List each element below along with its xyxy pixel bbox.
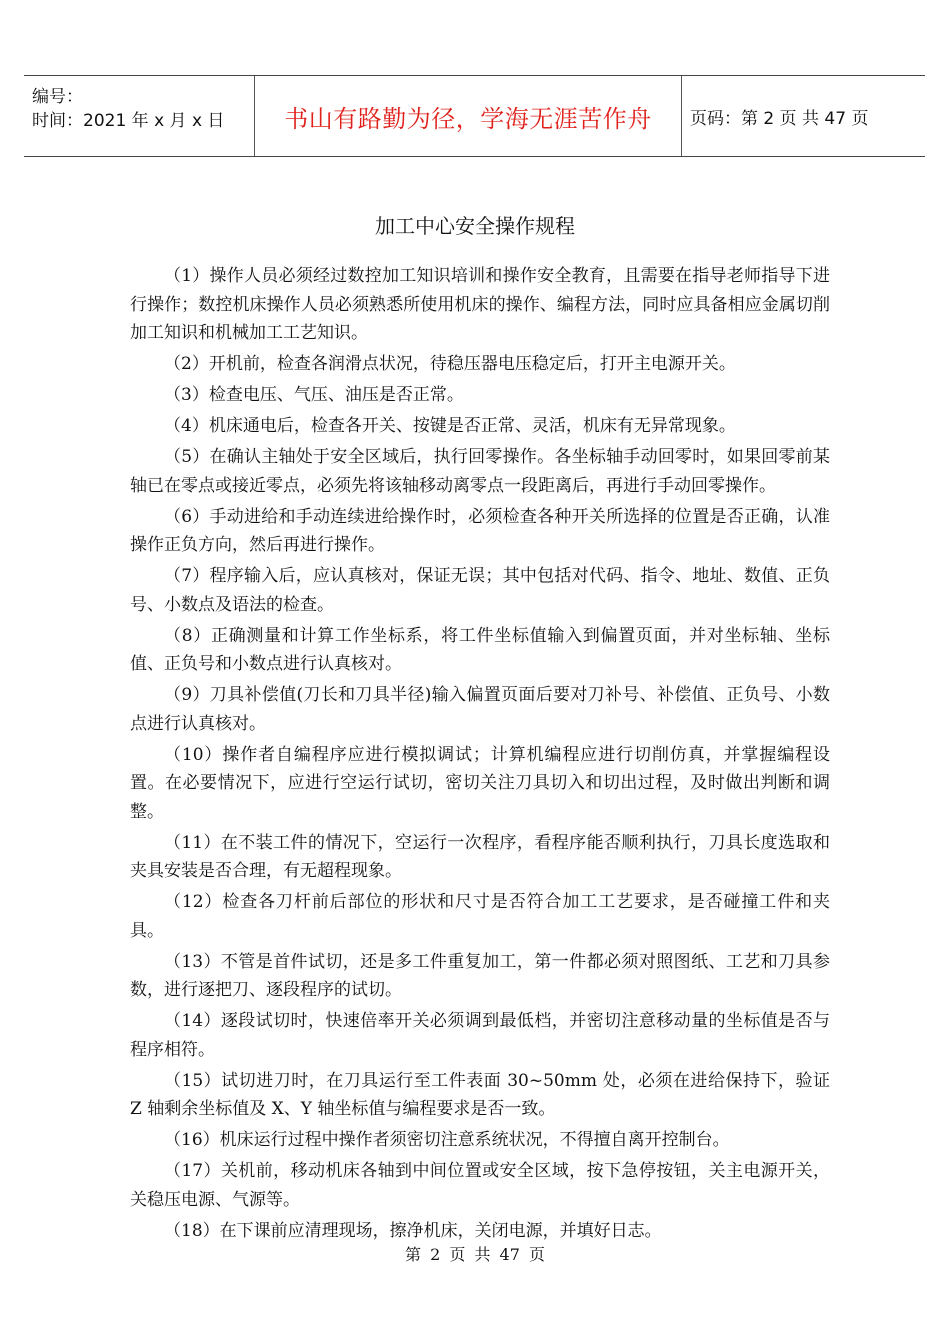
- header-motto: 书山有路勤为径，学海无涯苦作舟: [284, 104, 652, 133]
- rule-paragraph: （14）逐段试切时，快速倍率开关必须调到最低档，并密切注意移动量的坐标值是否与程序相符。: [130, 1011, 830, 1060]
- header-motto-cell: [254, 76, 682, 156]
- document-title: 加工中心安全操作规程: [375, 214, 575, 238]
- rule-paragraph: （5）在确认主轴处于安全区域后，执行回零操作。各坐标轴手动回零时，如果回零前某轴已在零点或接近零点，必须先将该轴移动离零点一段距离后，再进行手动回零操作。: [130, 447, 830, 496]
- document-date-label: 时间：2021 年 x 月 x 日: [32, 111, 225, 131]
- rule-paragraph: （15）试切进刀时，在刀具运行至工件表面 30~50mm 处，必须在进给保持下，验证 Z 轴剩余坐标值及 X、Y 轴坐标值与编程要求是否一致。: [130, 1070, 830, 1119]
- rule-paragraph: （11）在不装工件的情况下，空运行一次程序，看程序能否顺利执行，刀具长度选取和夹具安装是否合理，有无超程现象。: [130, 832, 830, 881]
- rule-paragraph: （9）刀具补偿值(刀长和刀具半径)输入偏置页面后要对刀补号、补偿值、正负号、小数点进行认真核对。: [130, 685, 830, 734]
- rule-paragraph: （7）程序输入后，应认真核对，保证无误；其中包括对代码、指令、地址、数值、正负号、小数点及语法的检查。: [130, 566, 830, 615]
- header-page-cell: [680, 76, 925, 156]
- document-number-label: 编号：: [32, 87, 83, 107]
- document-body: [130, 262, 830, 1248]
- rule-paragraph: （10）操作者自编程序应进行模拟调试；计算机编程应进行切削仿真，并掌握编程设置。在必要情况下，应进行空运行试切，密切关注刀具切入和切出过程，及时做出判断和调整。: [130, 744, 830, 822]
- page-footer: 第 2 页 共 47 页: [405, 1245, 545, 1264]
- header-meta-cell: [24, 76, 254, 156]
- rule-paragraph: （1）操作人员必须经过数控加工知识培训和操作安全教育，且需要在指导老师指导下进行操作；数控机床操作人员必须熟悉所使用机床的操作、编程方法，同时应具备相应金属切削加工知识和机械加工工艺知识。: [130, 266, 830, 343]
- rule-paragraph: （12）检查各刀杆前后部位的形状和尺寸是否符合加工工艺要求，是否碰撞工件和夹具。: [130, 892, 830, 941]
- page-header: [24, 75, 925, 157]
- rule-paragraph: （2）开机前，检查各润滑点状况，待稳压器电压稳定后，打开主电源开关。: [164, 354, 736, 374]
- rule-paragraph: （16）机床运行过程中操作者须密切注意系统状况，不得擅自离开控制台。: [164, 1130, 730, 1150]
- rule-paragraph: （8）正确测量和计算工作坐标系，将工件坐标值输入到偏置页面，并对坐标轴、坐标值、正负号和小数点进行认真核对。: [130, 625, 830, 674]
- rule-paragraph: （4）机床通电后，检查各开关、按键是否正常、灵活，机床有无异常现象。: [164, 416, 736, 436]
- rule-paragraph: （6）手动进给和手动连续进给操作时，必须检查各种开关所选择的位置是否正确，认准操作正负方向，然后再进行操作。: [130, 506, 830, 555]
- rule-paragraph: （3）检查电压、气压、油压是否正常。: [164, 385, 464, 405]
- header-page-info: 页码：第 2 页 共 47 页: [690, 108, 869, 129]
- rule-paragraph: （17）关机前，移动机床各轴到中间位置或安全区域，按下急停按钮，关主电源开关，关稳压电源、气源等。: [130, 1161, 830, 1210]
- rule-paragraph: （18）在下课前应清理现场，擦净机床，关闭电源，并填好日志。: [164, 1220, 662, 1241]
- rule-paragraph: （13）不管是首件试切，还是多工件重复加工，第一件都必须对照图纸、工艺和刀具参数，进行逐把刀、逐段程序的试切。: [130, 951, 830, 1000]
